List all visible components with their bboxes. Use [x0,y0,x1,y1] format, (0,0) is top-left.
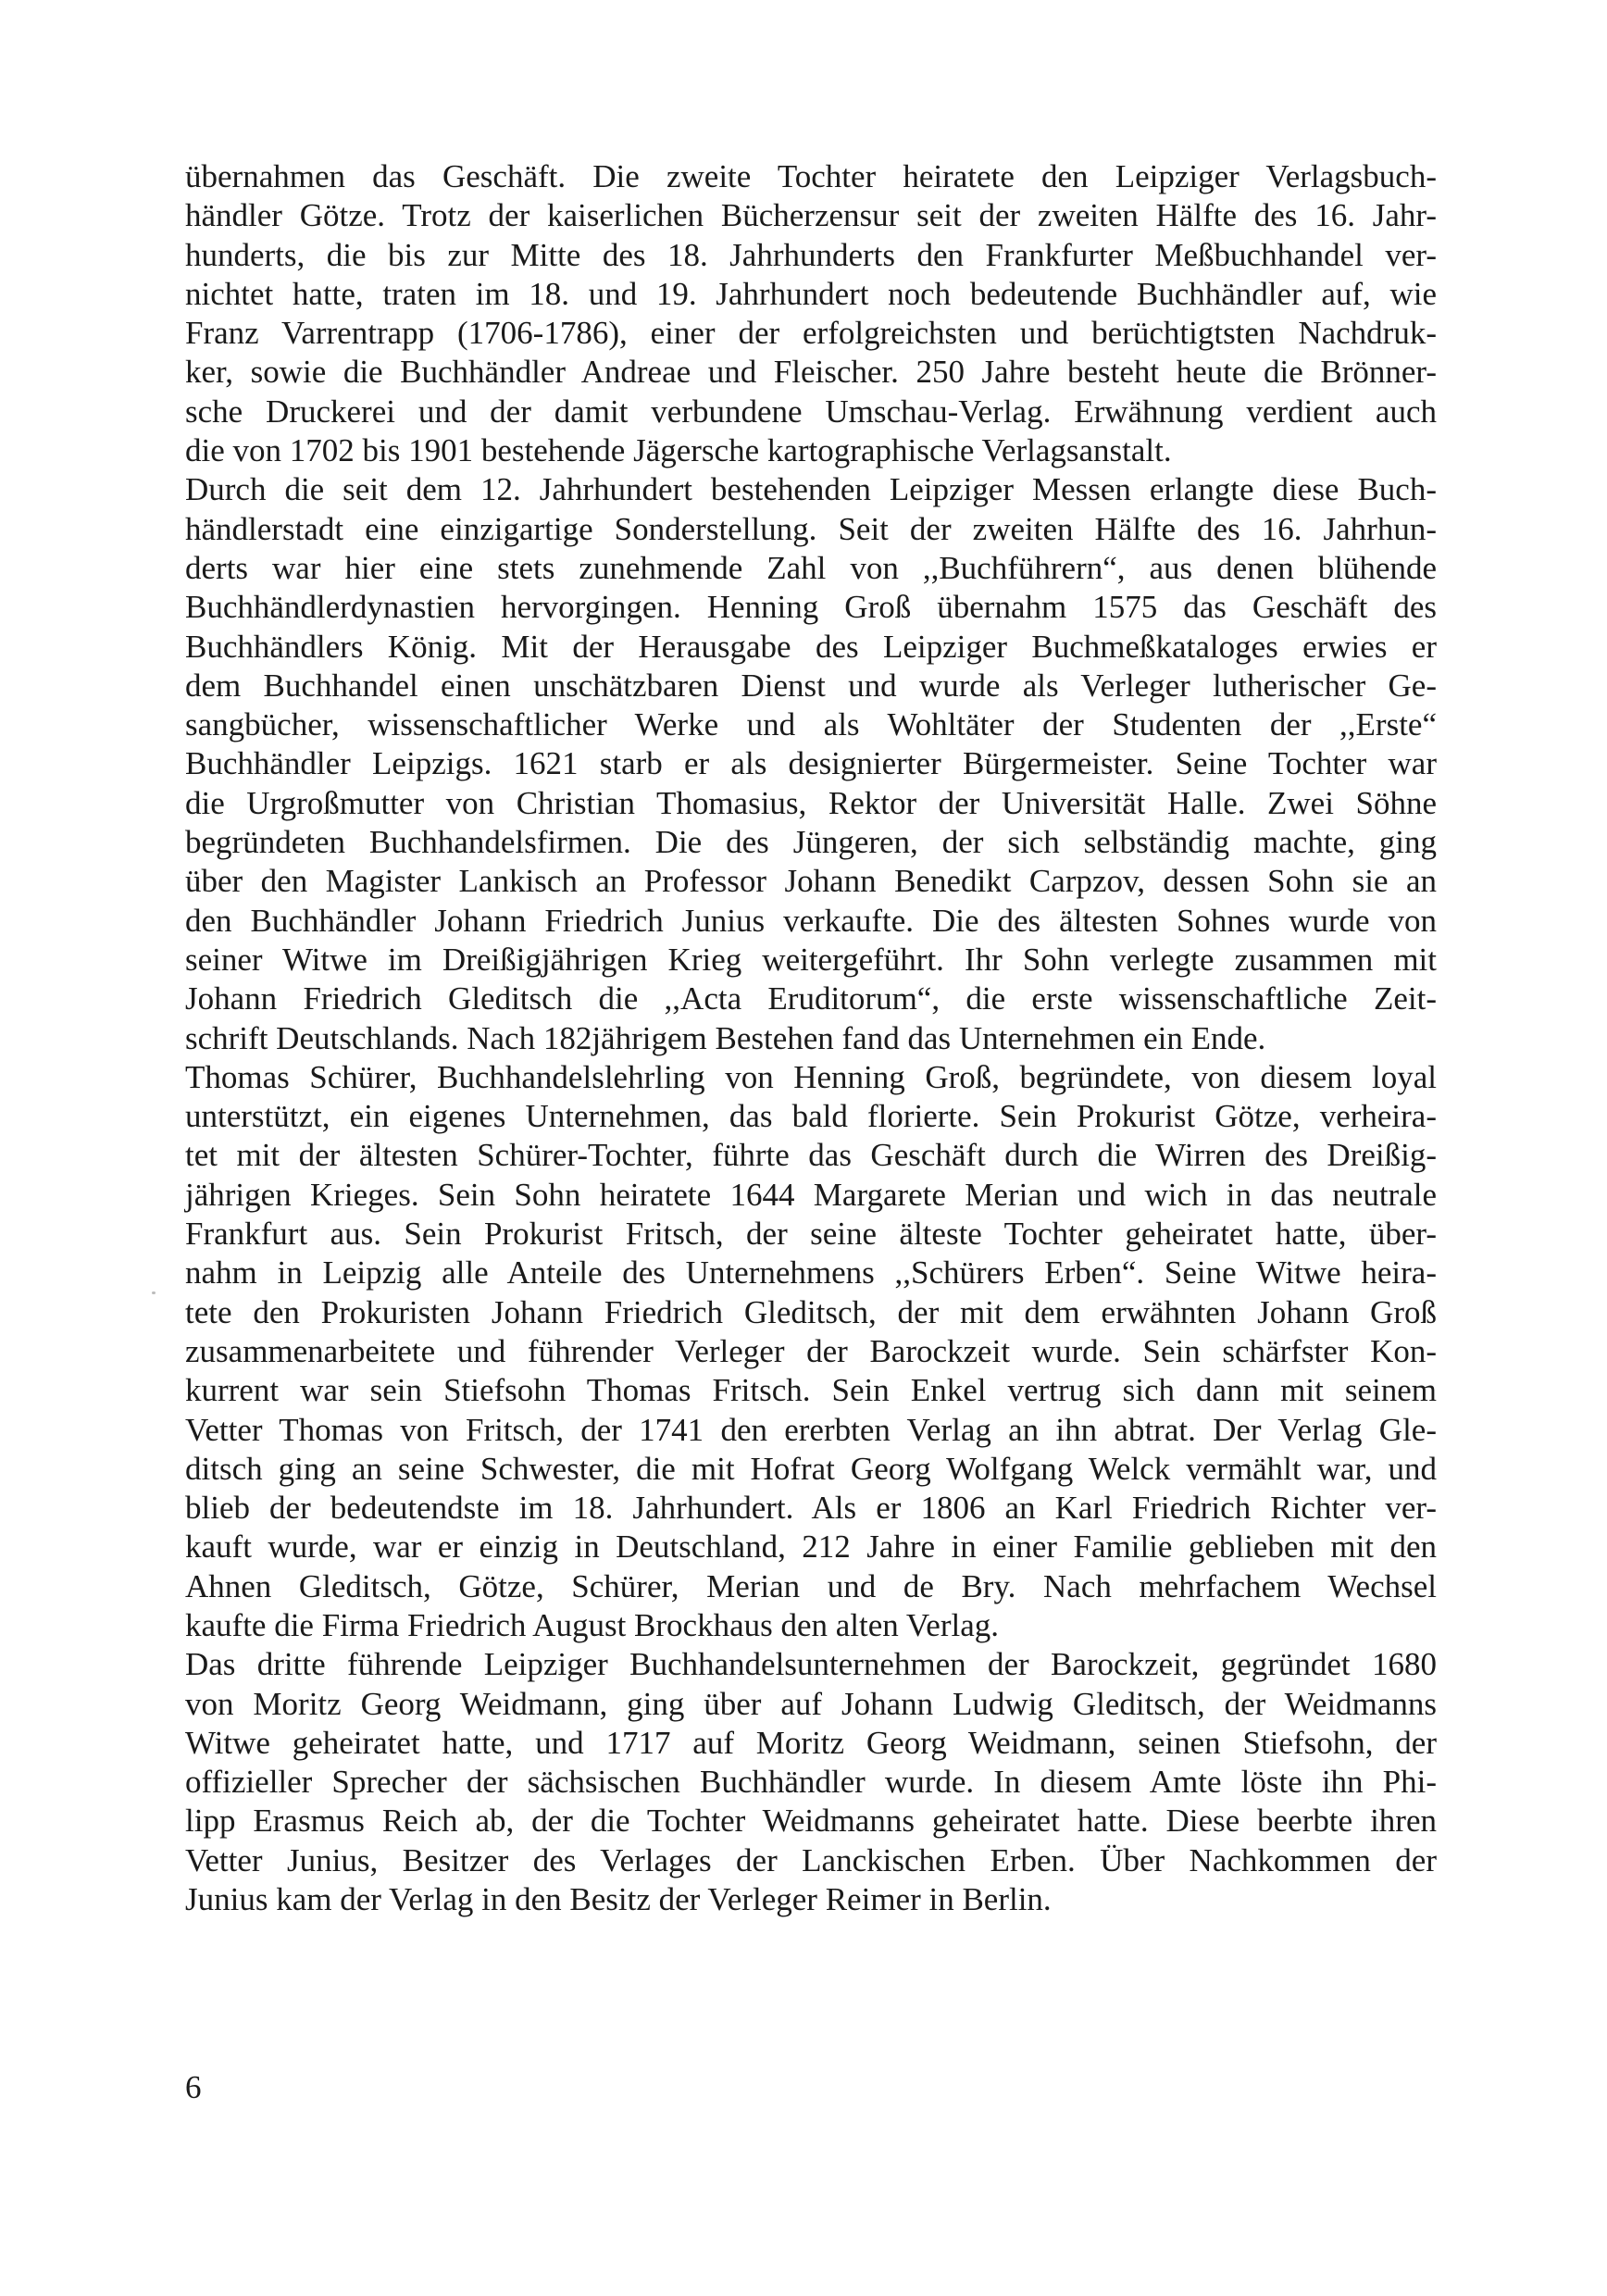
text-line: tet mit der ältesten Schürer-Tochter, führte das Geschäft durch die Wirren des Dreißig- [185,1137,1437,1174]
text-line: zusammenarbeitete und führender Verleger der Barockzeit wurde. Sein schärfster Kon- [185,1332,1437,1369]
text-line: die Urgroßmutter von Christian Thomasius, Rektor der Universität Halle. Zwei Söhne [185,784,1437,821]
text-line: lipp Erasmus Reich ab, der die Tochter Weidmanns geheiratet hatte. Diese beerbte ihren [185,1803,1437,1840]
text-line: die von 1702 bis 1901 bestehende Jägersche kartographische Verlagsanstalt. [185,432,1172,469]
text-line: Das dritte führende Leipziger Buchhandelsunternehmen der Barockzeit, gegründet 1680 [185,1646,1437,1683]
text-line: jährigen Krieges. Sein Sohn heiratete 1644 Margarete Merian und wich in das neutrale [185,1176,1437,1213]
text-line: händler Götze. Trotz der kaiserlichen Bücherzensur seit der zweiten Hälfte des 16. Jahr- [185,197,1437,234]
text-line: dem Buchhandel einen unschätzbaren Dienst und wurde als Verleger lutherischer Ge- [185,667,1437,704]
text-line: seiner Witwe im Dreißigjährigen Krieg weitergeführt. Ihr Sohn verlegte zusammen mit [185,941,1437,978]
text-line: Vetter Thomas von Fritsch, der 1741 den ererbten Verlag an ihn abtrat. Der Verlag Gle- [185,1411,1437,1448]
scan-speck [152,1292,156,1294]
page-number: 6 [185,2069,202,2105]
text-line: ditsch ging an seine Schwester, die mit Hofrat Georg Wolfgang Welck vermählt war, und [185,1450,1437,1487]
text-line: Ahnen Gleditsch, Götze, Schürer, Merian und de Bry. Nach mehrfachem Wechsel [185,1567,1437,1604]
text-line: den Buchhändler Johann Friedrich Junius verkaufte. Die des ältesten Sohnes wurde von [185,902,1437,939]
text-line: Johann Friedrich Gleditsch die ,,Acta Eruditorum“, die erste wissenschaftliche Zeit- [185,980,1437,1017]
body-text [185,157,1437,1919]
text-line: übernahmen das Geschäft. Die zweite Tochter heiratete den Leipziger Verlagsbuch- [185,158,1437,194]
text-line: offizieller Sprecher der sächsischen Buchhändler wurde. In diesem Amte löste ihn Phi- [185,1764,1437,1801]
text-line: nichtet hatte, traten im 18. und 19. Jahrhundert noch bedeutende Buchhändler auf, wie [185,275,1437,312]
text-line: hunderts, die bis zur Mitte des 18. Jahrhunderts den Frankfurter Meßbuchhandel ver- [185,236,1437,273]
text-line: kaufte die Firma Friedrich August Brockhaus den alten Verlag. [185,1606,999,1643]
text-line: kurrent war sein Stiefsohn Thomas Fritsch. Sein Enkel vertrug sich dann mit seinem [185,1372,1437,1409]
text-line: Franz Varrentrapp (1706-1786), einer der erfolgreichsten und berüchtigtsten Nachdruk- [185,315,1437,352]
text-line: nahm in Leipzig alle Anteile des Unternehmens ,,Schürers Erben“. Seine Witwe heira- [185,1254,1437,1292]
text-line: derts war hier eine stets zunehmende Zahl von ,,Buchführern“, aus denen blühende [185,549,1437,586]
text-line: von Moritz Georg Weidmann, ging über auf Johann Ludwig Gleditsch, der Weidmanns [185,1685,1437,1722]
text-line: über den Magister Lankisch an Professor Johann Benedikt Carpzov, dessen Sohn sie an [185,863,1437,900]
text-line: Junius kam der Verlag in den Besitz der Verleger Reimer in Berlin. [185,1881,1052,1918]
text-line: begründeten Buchhandelsfirmen. Die des Jüngeren, der sich selbständig machte, ging [185,824,1437,861]
text-line: schrift Deutschlands. Nach 182jährigem Bestehen fand das Unternehmen ein Ende. [185,1019,1266,1056]
text-line: Vetter Junius, Besitzer des Verlages der Lanckischen Erben. Über Nachkommen der [185,1841,1437,1878]
text-line: blieb der bedeutendste im 18. Jahrhundert. Als er 1806 an Karl Friedrich Richter ver- [185,1490,1437,1527]
text-line: Thomas Schürer, Buchhandelslehrling von Henning Groß, begründete, von diesem loyal [185,1058,1437,1095]
text-line: kauft wurde, war er einzig in Deutschland, 212 Jahre in einer Familie geblieben mit den [185,1529,1437,1566]
text-line: sche Druckerei und der damit verbundene Umschau-Verlag. Erwähnung verdient auch [185,393,1437,430]
text-line: unterstützt, ein eigenes Unternehmen, das bald florierte. Sein Prokurist Götze, verheira- [185,1098,1437,1135]
text-line: händlerstadt eine einzigartige Sonderstellung. Seit der zweiten Hälfte des 16. Jahrhun- [185,510,1437,547]
text-line: Buchhändler Leipzigs. 1621 starb er als designierter Bürgermeister. Seine Tochter war [185,745,1437,782]
text-line: Witwe geheiratet hatte, und 1717 auf Moritz Georg Weidmann, seinen Stiefsohn, der [185,1724,1437,1761]
text-line: Durch die seit dem 12. Jahrhundert bestehenden Leipziger Messen erlangte diese Buch- [185,471,1437,508]
text-line: Frankfurt aus. Sein Prokurist Fritsch, der seine älteste Tochter geheiratet hatte, über- [185,1216,1437,1253]
text-line: ker, sowie die Buchhändler Andreae und Fleischer. 250 Jahre besteht heute die Brönner- [185,354,1437,391]
text-line: sangbücher, wissenschaftlicher Werke und als Wohltäter der Studenten der ,,Erste“ [185,706,1437,743]
text-line: tete den Prokuristen Johann Friedrich Gleditsch, der mit dem erwähnten Johann Groß [185,1293,1437,1330]
text-line: Buchhändlerdynastien hervorgingen. Henning Groß übernahm 1575 das Geschäft des [185,589,1437,626]
text-line: Buchhändlers König. Mit der Herausgabe des Leipziger Buchmeßkataloges erwies er [185,628,1437,665]
